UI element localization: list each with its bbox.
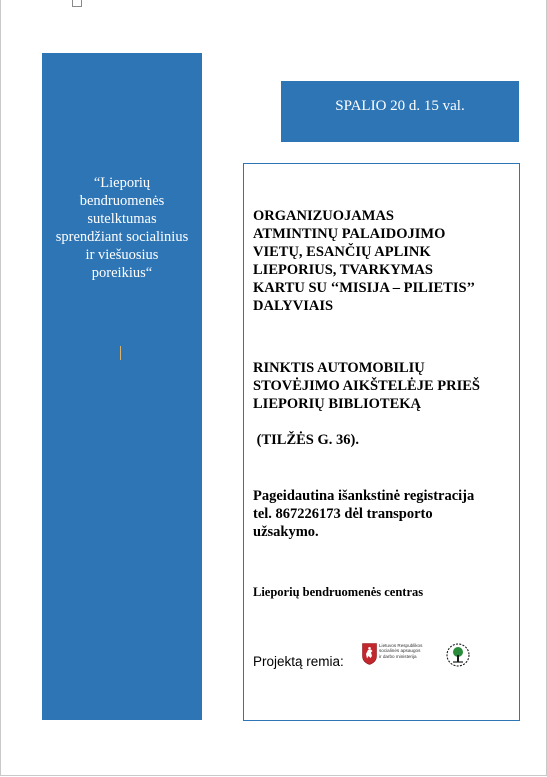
registration-line: Pageidautina išankstinė registracija [253,488,475,504]
lithuania-coat-of-arms-icon [362,643,377,665]
meeting-line: LIEPORIŲ BIBLIOTEKĄ [253,396,422,412]
ministry-line: Lietuvos Respublikos [379,643,423,648]
quote-line: “Lieporių [93,175,151,191]
quote-line: sprendžiant socialinius [55,229,189,245]
heading-line: ATMINTINŲ PALAIDOJIMO [253,226,446,242]
ministry-name [379,643,422,659]
info-panel [243,163,520,721]
registration-note [253,487,511,541]
heading-line: LIEPORIUS, TVARKYMAS [253,262,433,278]
corner-marker-icon [72,0,82,7]
date-text: SPALIO 20 d. 15 val. [335,98,465,114]
quote-line: poreikius“ [91,265,153,281]
date-banner [281,81,519,142]
address-text: (TILŽĖS G. 36). [253,432,359,448]
ministry-logo [362,641,442,669]
heading-line: ORGANIZUOJAMAS [253,208,394,224]
quote-line: ir viešuosius [85,247,159,263]
ministry-line: socialinės apsaugos [379,648,421,654]
sidebar-quote [42,174,202,282]
quote-line: bendruomenės [79,193,165,209]
registration-line: tel. 867226173 dėl transporto [253,506,433,522]
registration-line: užsakymo. [253,524,319,540]
heading-line: DALYVIAIS [253,298,334,314]
heading-line: VIETŲ, ESANČIŲ APLINK [253,244,431,260]
tree-circle-emblem-icon [444,641,472,669]
heading-line: KARTU SU ‘‘MISIJA – PILIETIS’’ [253,280,476,296]
sidebar-panel [42,53,202,720]
sponsor-label: Projektą remia: [253,654,344,669]
meeting-line: RINKTIS AUTOMOBILIŲ [253,360,425,376]
ministry-line: ir darbo ministerija [379,653,417,659]
quote-line: sutelktumas [87,211,157,227]
text-cursor[interactable] [120,346,121,360]
event-heading [253,207,511,315]
meeting-line: STOVĖJIMO AIKŠTELĖJE PRIEŠ [253,378,480,394]
organizer-name: Lieporių bendruomenės centras [253,585,424,599]
meeting-point [253,359,511,413]
